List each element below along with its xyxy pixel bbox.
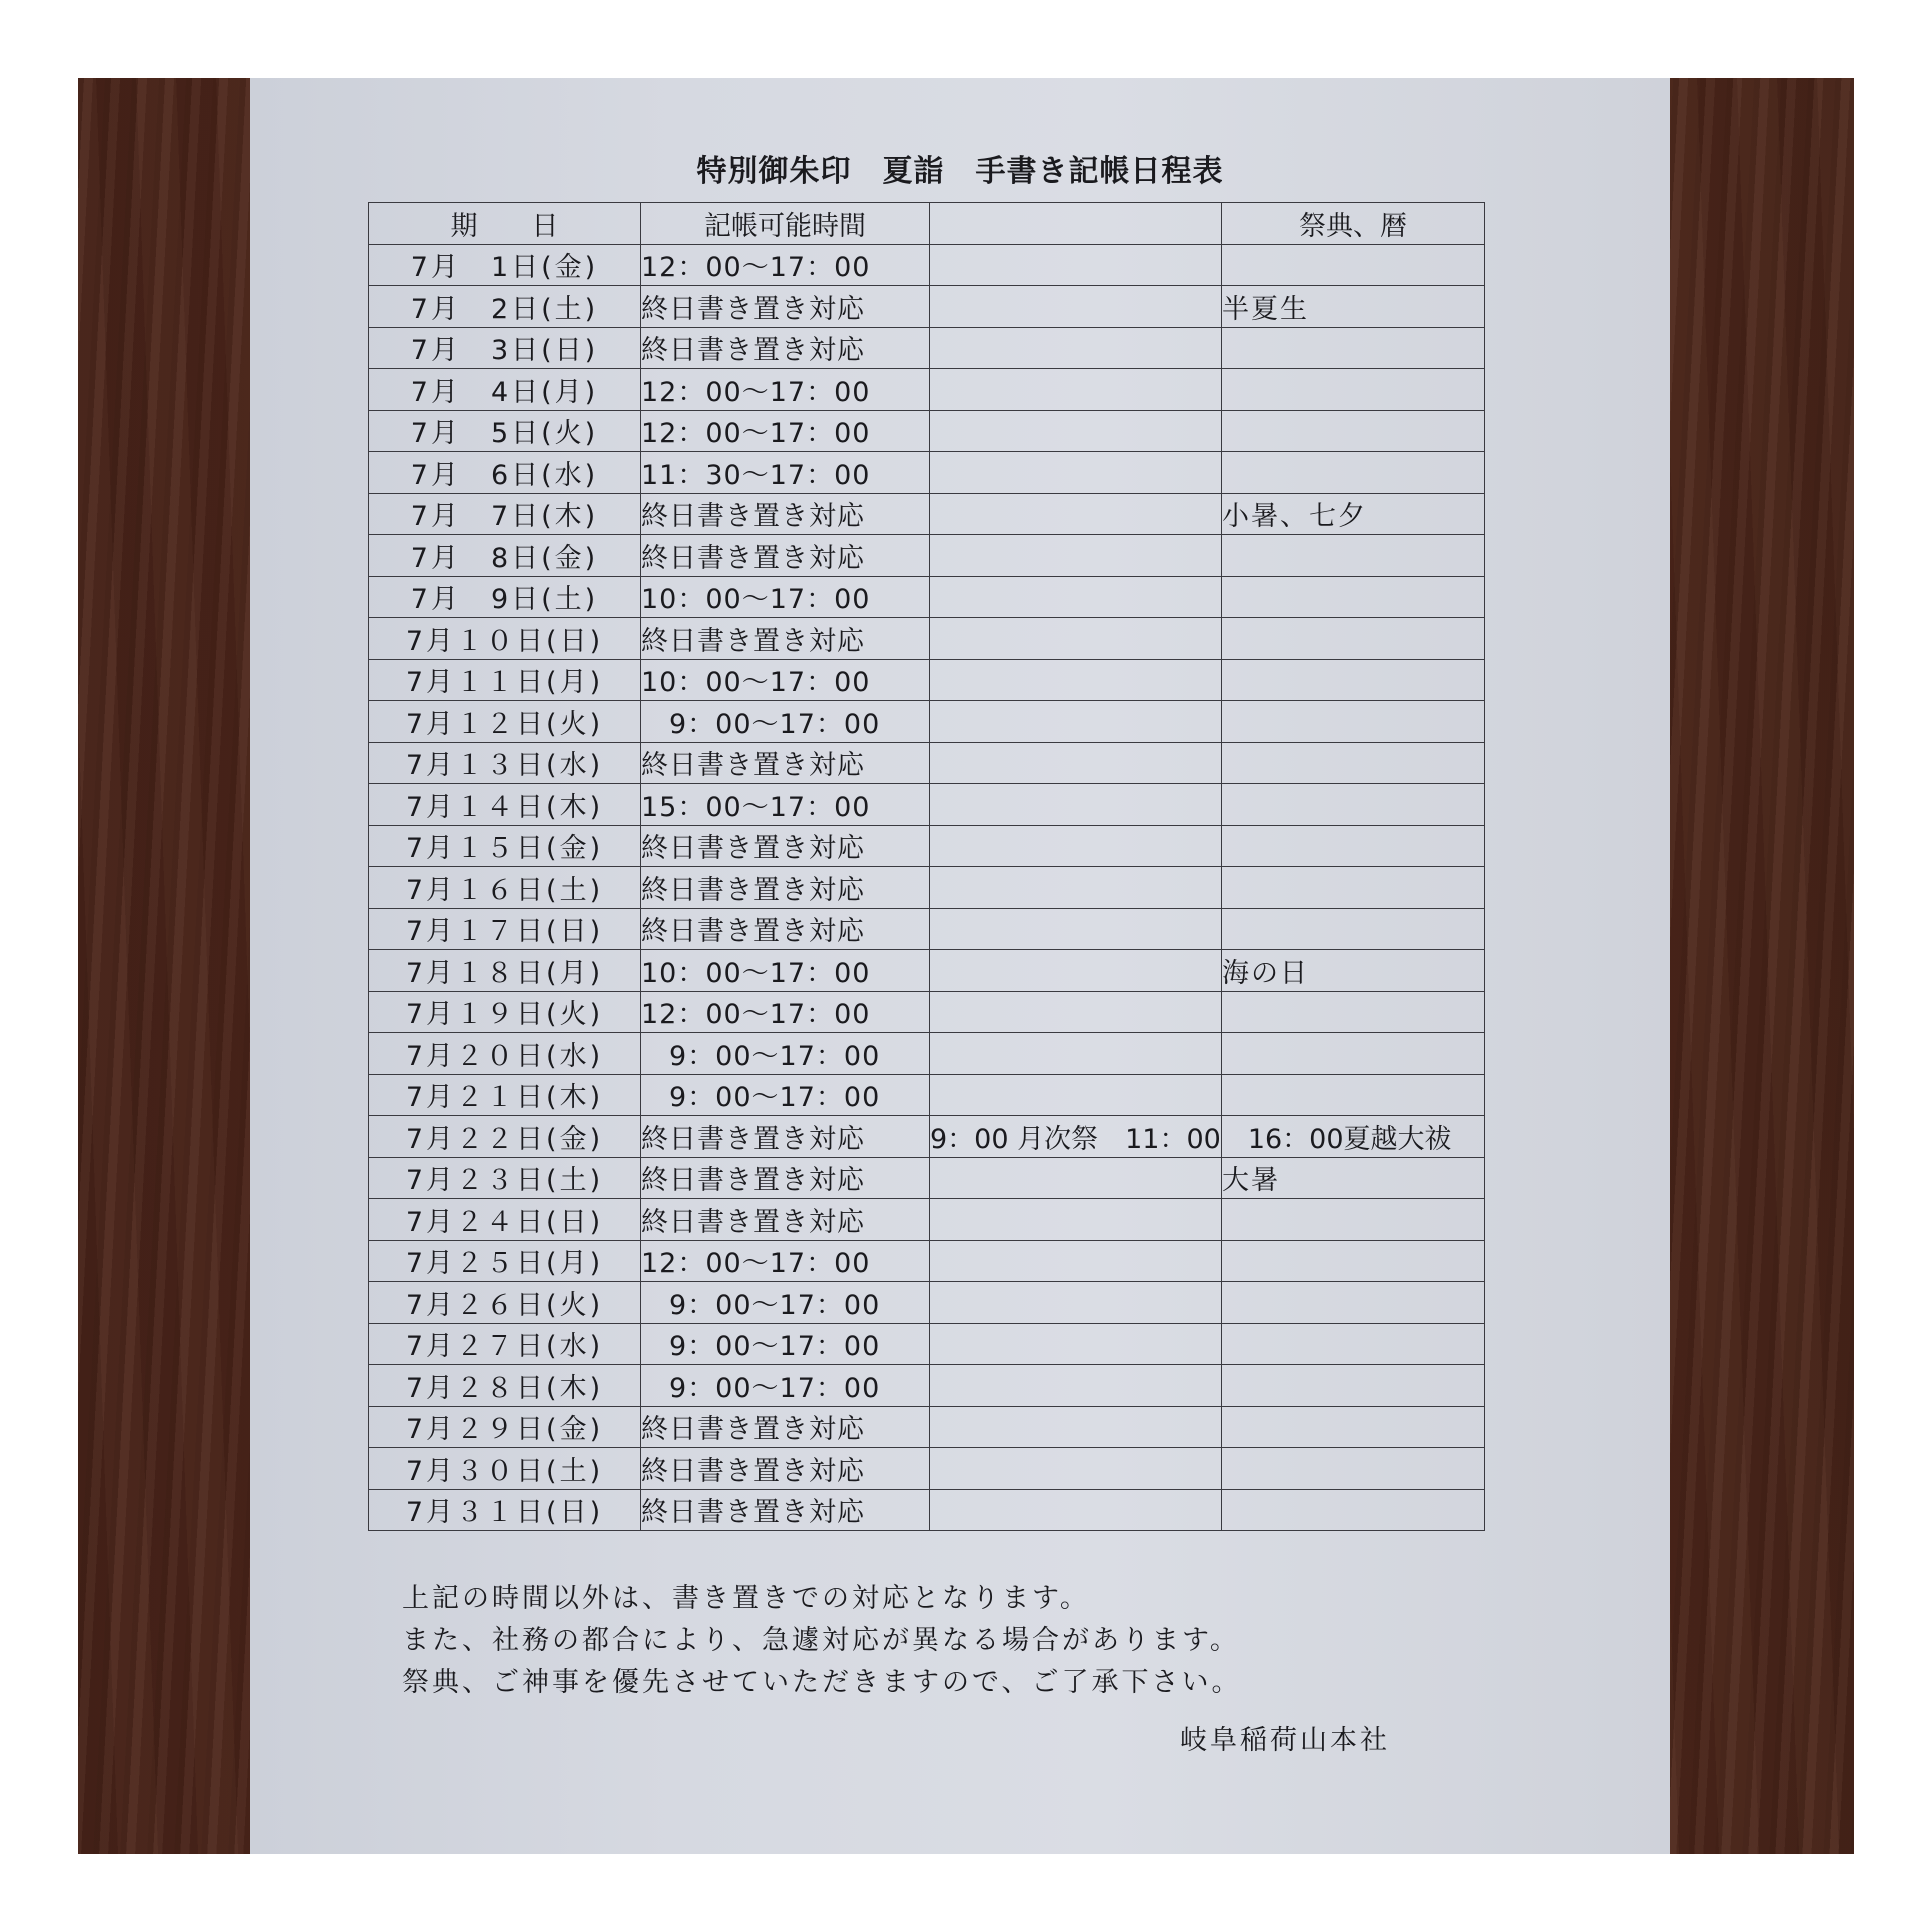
document-title: 特別御朱印 夏詣 手書き記帳日程表 <box>696 154 1224 189</box>
date-cell: 7月１７日(日) <box>369 908 641 950</box>
date-cell: 7月２７日(水) <box>369 1323 641 1365</box>
time-cell: 11：30～17：00 <box>641 452 930 494</box>
note-cell <box>930 327 1222 369</box>
date-cell: 7月１５日(金) <box>369 825 641 867</box>
table-row <box>369 1365 1485 1407</box>
time-cell: 15：00～17：00 <box>641 784 930 826</box>
date-cell: 7月１３日(水) <box>369 742 641 784</box>
note-cell <box>930 991 1222 1033</box>
table-row <box>369 286 1485 328</box>
date-cell: 7月１１日(月) <box>369 659 641 701</box>
date-cell: 7月 7日(木) <box>369 493 641 535</box>
calendar-cell <box>1222 1406 1485 1448</box>
calendar-cell <box>1222 742 1485 784</box>
note-cell <box>930 1199 1222 1241</box>
note-cell <box>930 244 1222 286</box>
date-cell: 7月２３日(土) <box>369 1157 641 1199</box>
note-cell <box>930 659 1222 701</box>
date-cell: 7月１９日(火) <box>369 991 641 1033</box>
date-cell: 7月１４日(木) <box>369 784 641 826</box>
schedule-sheet <box>250 78 1670 1854</box>
time-cell: 終日書き置き対応 <box>641 1448 930 1490</box>
date-cell: 7月 4日(月) <box>369 369 641 411</box>
table-row <box>369 244 1485 286</box>
date-cell: 7月 9日(土) <box>369 576 641 618</box>
footer-line: 上記の時間以外は、書き置きでの対応となります。 <box>402 1583 1090 1614</box>
calendar-cell <box>1222 576 1485 618</box>
calendar-cell <box>1222 784 1485 826</box>
table-row <box>369 1074 1485 1116</box>
time-cell: 12：00～17：00 <box>641 1240 930 1282</box>
table-header-row <box>369 203 1485 245</box>
table-row <box>369 825 1485 867</box>
calendar-cell <box>1222 327 1485 369</box>
calendar-cell: 大暑 <box>1222 1157 1485 1199</box>
date-cell: 7月２６日(火) <box>369 1282 641 1324</box>
table-row <box>369 784 1485 826</box>
calendar-cell <box>1222 244 1485 286</box>
calendar-cell <box>1222 535 1485 577</box>
table-row <box>369 1033 1485 1075</box>
date-cell: 7月２９日(金) <box>369 1406 641 1448</box>
time-cell: 終日書き置き対応 <box>641 535 930 577</box>
time-cell: 終日書き置き対応 <box>641 742 930 784</box>
table-row <box>369 1157 1485 1199</box>
table-row <box>369 369 1485 411</box>
time-cell: 12：00～17：00 <box>641 369 930 411</box>
note-cell <box>930 1240 1222 1282</box>
note-cell <box>930 410 1222 452</box>
time-cell: 終日書き置き対応 <box>641 1406 930 1448</box>
schedule-rows <box>369 244 1485 1531</box>
date-cell: 7月３１日(日) <box>369 1489 641 1531</box>
note-cell <box>930 1365 1222 1407</box>
date-cell: 7月１２日(火) <box>369 701 641 743</box>
note-cell <box>930 1282 1222 1324</box>
calendar-cell <box>1222 701 1485 743</box>
calendar-cell <box>1222 1282 1485 1324</box>
calendar-cell <box>1222 1033 1485 1075</box>
time-cell: 終日書き置き対応 <box>641 1199 930 1241</box>
date-cell: 7月２０日(水) <box>369 1033 641 1075</box>
footer-line: 祭典、ご神事を優先させていただきますので、ご了承下さい。 <box>402 1667 1242 1698</box>
footer-notes <box>402 1578 1241 1704</box>
calendar-cell: 海の日 <box>1222 950 1485 992</box>
calendar-cell <box>1222 1323 1485 1365</box>
note-cell <box>930 1033 1222 1075</box>
date-cell: 7月１０日(日) <box>369 618 641 660</box>
table-row <box>369 452 1485 494</box>
table-row <box>369 576 1485 618</box>
note-cell <box>930 452 1222 494</box>
calendar-cell <box>1222 1448 1485 1490</box>
organization-name: 岐阜稲荷山本社 <box>1180 1725 1390 1756</box>
date-cell: 7月２２日(金) <box>369 1116 641 1158</box>
note-cell: 9：00 月次祭 11：00 16：00夏越大祓 <box>930 1116 1222 1158</box>
date-cell: 7月１６日(土) <box>369 867 641 909</box>
time-cell: 終日書き置き対応 <box>641 327 930 369</box>
footer-line: また、社務の都合により、急遽対応が異なる場合があります。 <box>402 1625 1240 1656</box>
note-cell <box>930 742 1222 784</box>
calendar-cell <box>1222 1240 1485 1282</box>
date-cell: 7月１８日(月) <box>369 950 641 992</box>
date-cell: 7月２４日(日) <box>369 1199 641 1241</box>
table-row <box>369 991 1485 1033</box>
time-cell: 9：00～17：00 <box>641 1033 930 1075</box>
note-cell <box>930 493 1222 535</box>
date-cell: 7月２１日(木) <box>369 1074 641 1116</box>
table-row <box>369 1116 1485 1158</box>
table-row <box>369 410 1485 452</box>
time-cell: 終日書き置き対応 <box>641 908 930 950</box>
note-cell <box>930 867 1222 909</box>
time-cell: 10：00～17：00 <box>641 576 930 618</box>
note-cell <box>930 1157 1222 1199</box>
schedule-table <box>368 202 1485 1531</box>
table-row <box>369 618 1485 660</box>
time-cell: 9：00～17：00 <box>641 1323 930 1365</box>
table-row <box>369 1406 1485 1448</box>
note-cell <box>930 535 1222 577</box>
calendar-cell <box>1222 908 1485 950</box>
header-date: 期 日 <box>369 203 641 245</box>
note-cell <box>930 908 1222 950</box>
table-row <box>369 659 1485 701</box>
header-time: 記帳可能時間 <box>641 203 930 245</box>
time-cell: 終日書き置き対応 <box>641 286 930 328</box>
time-cell: 終日書き置き対応 <box>641 1157 930 1199</box>
date-cell: 7月 5日(火) <box>369 410 641 452</box>
table-row <box>369 1489 1485 1531</box>
note-cell <box>930 1406 1222 1448</box>
time-cell: 9：00～17：00 <box>641 1074 930 1116</box>
date-cell: 7月 8日(金) <box>369 535 641 577</box>
calendar-cell <box>1222 659 1485 701</box>
header-note <box>930 203 1222 245</box>
date-cell: 7月２５日(月) <box>369 1240 641 1282</box>
time-cell: 終日書き置き対応 <box>641 493 930 535</box>
time-cell: 終日書き置き対応 <box>641 1116 930 1158</box>
calendar-cell <box>1222 867 1485 909</box>
table-row <box>369 867 1485 909</box>
date-cell: 7月 2日(土) <box>369 286 641 328</box>
note-cell <box>930 286 1222 328</box>
date-cell: 7月 6日(水) <box>369 452 641 494</box>
table-row <box>369 742 1485 784</box>
date-cell: 7月 3日(日) <box>369 327 641 369</box>
table-row <box>369 327 1485 369</box>
calendar-cell: 半夏生 <box>1222 286 1485 328</box>
table-row <box>369 535 1485 577</box>
date-cell: 7月３０日(土) <box>369 1448 641 1490</box>
time-cell: 10：00～17：00 <box>641 659 930 701</box>
table-row <box>369 1199 1485 1241</box>
calendar-cell <box>1222 1199 1485 1241</box>
calendar-cell <box>1222 1074 1485 1116</box>
table-row <box>369 701 1485 743</box>
note-cell <box>930 1448 1222 1490</box>
calendar-cell <box>1222 369 1485 411</box>
time-cell: 12：00～17：00 <box>641 410 930 452</box>
calendar-cell <box>1222 991 1485 1033</box>
note-cell <box>930 1323 1222 1365</box>
calendar-cell <box>1222 1365 1485 1407</box>
time-cell: 終日書き置き対応 <box>641 867 930 909</box>
time-cell: 12：00～17：00 <box>641 991 930 1033</box>
time-cell: 終日書き置き対応 <box>641 618 930 660</box>
table-row <box>369 950 1485 992</box>
time-cell: 9：00～17：00 <box>641 1282 930 1324</box>
table-row <box>369 493 1485 535</box>
calendar-cell <box>1222 618 1485 660</box>
table-row <box>369 1448 1485 1490</box>
date-cell: 7月 1日(金) <box>369 244 641 286</box>
time-cell: 9：00～17：00 <box>641 1365 930 1407</box>
time-cell: 終日書き置き対応 <box>641 825 930 867</box>
note-cell <box>930 784 1222 826</box>
table-row <box>369 908 1485 950</box>
time-cell: 9：00～17：00 <box>641 701 930 743</box>
note-cell <box>930 825 1222 867</box>
photo-background <box>78 78 1854 1854</box>
note-cell <box>930 576 1222 618</box>
note-cell <box>930 950 1222 992</box>
calendar-cell <box>1222 825 1485 867</box>
time-cell: 12：00～17：00 <box>641 244 930 286</box>
calendar-cell <box>1222 1489 1485 1531</box>
note-cell <box>930 369 1222 411</box>
calendar-cell <box>1222 452 1485 494</box>
note-cell <box>930 1489 1222 1531</box>
note-cell <box>930 1074 1222 1116</box>
calendar-cell <box>1222 410 1485 452</box>
calendar-cell: 小暑、七夕 <box>1222 493 1485 535</box>
table-row <box>369 1240 1485 1282</box>
header-calendar: 祭典、暦 <box>1222 203 1485 245</box>
time-cell: 10：00～17：00 <box>641 950 930 992</box>
table-row <box>369 1323 1485 1365</box>
note-cell <box>930 618 1222 660</box>
time-cell: 終日書き置き対応 <box>641 1489 930 1531</box>
note-cell <box>930 701 1222 743</box>
date-cell: 7月２８日(木) <box>369 1365 641 1407</box>
table-row <box>369 1282 1485 1324</box>
